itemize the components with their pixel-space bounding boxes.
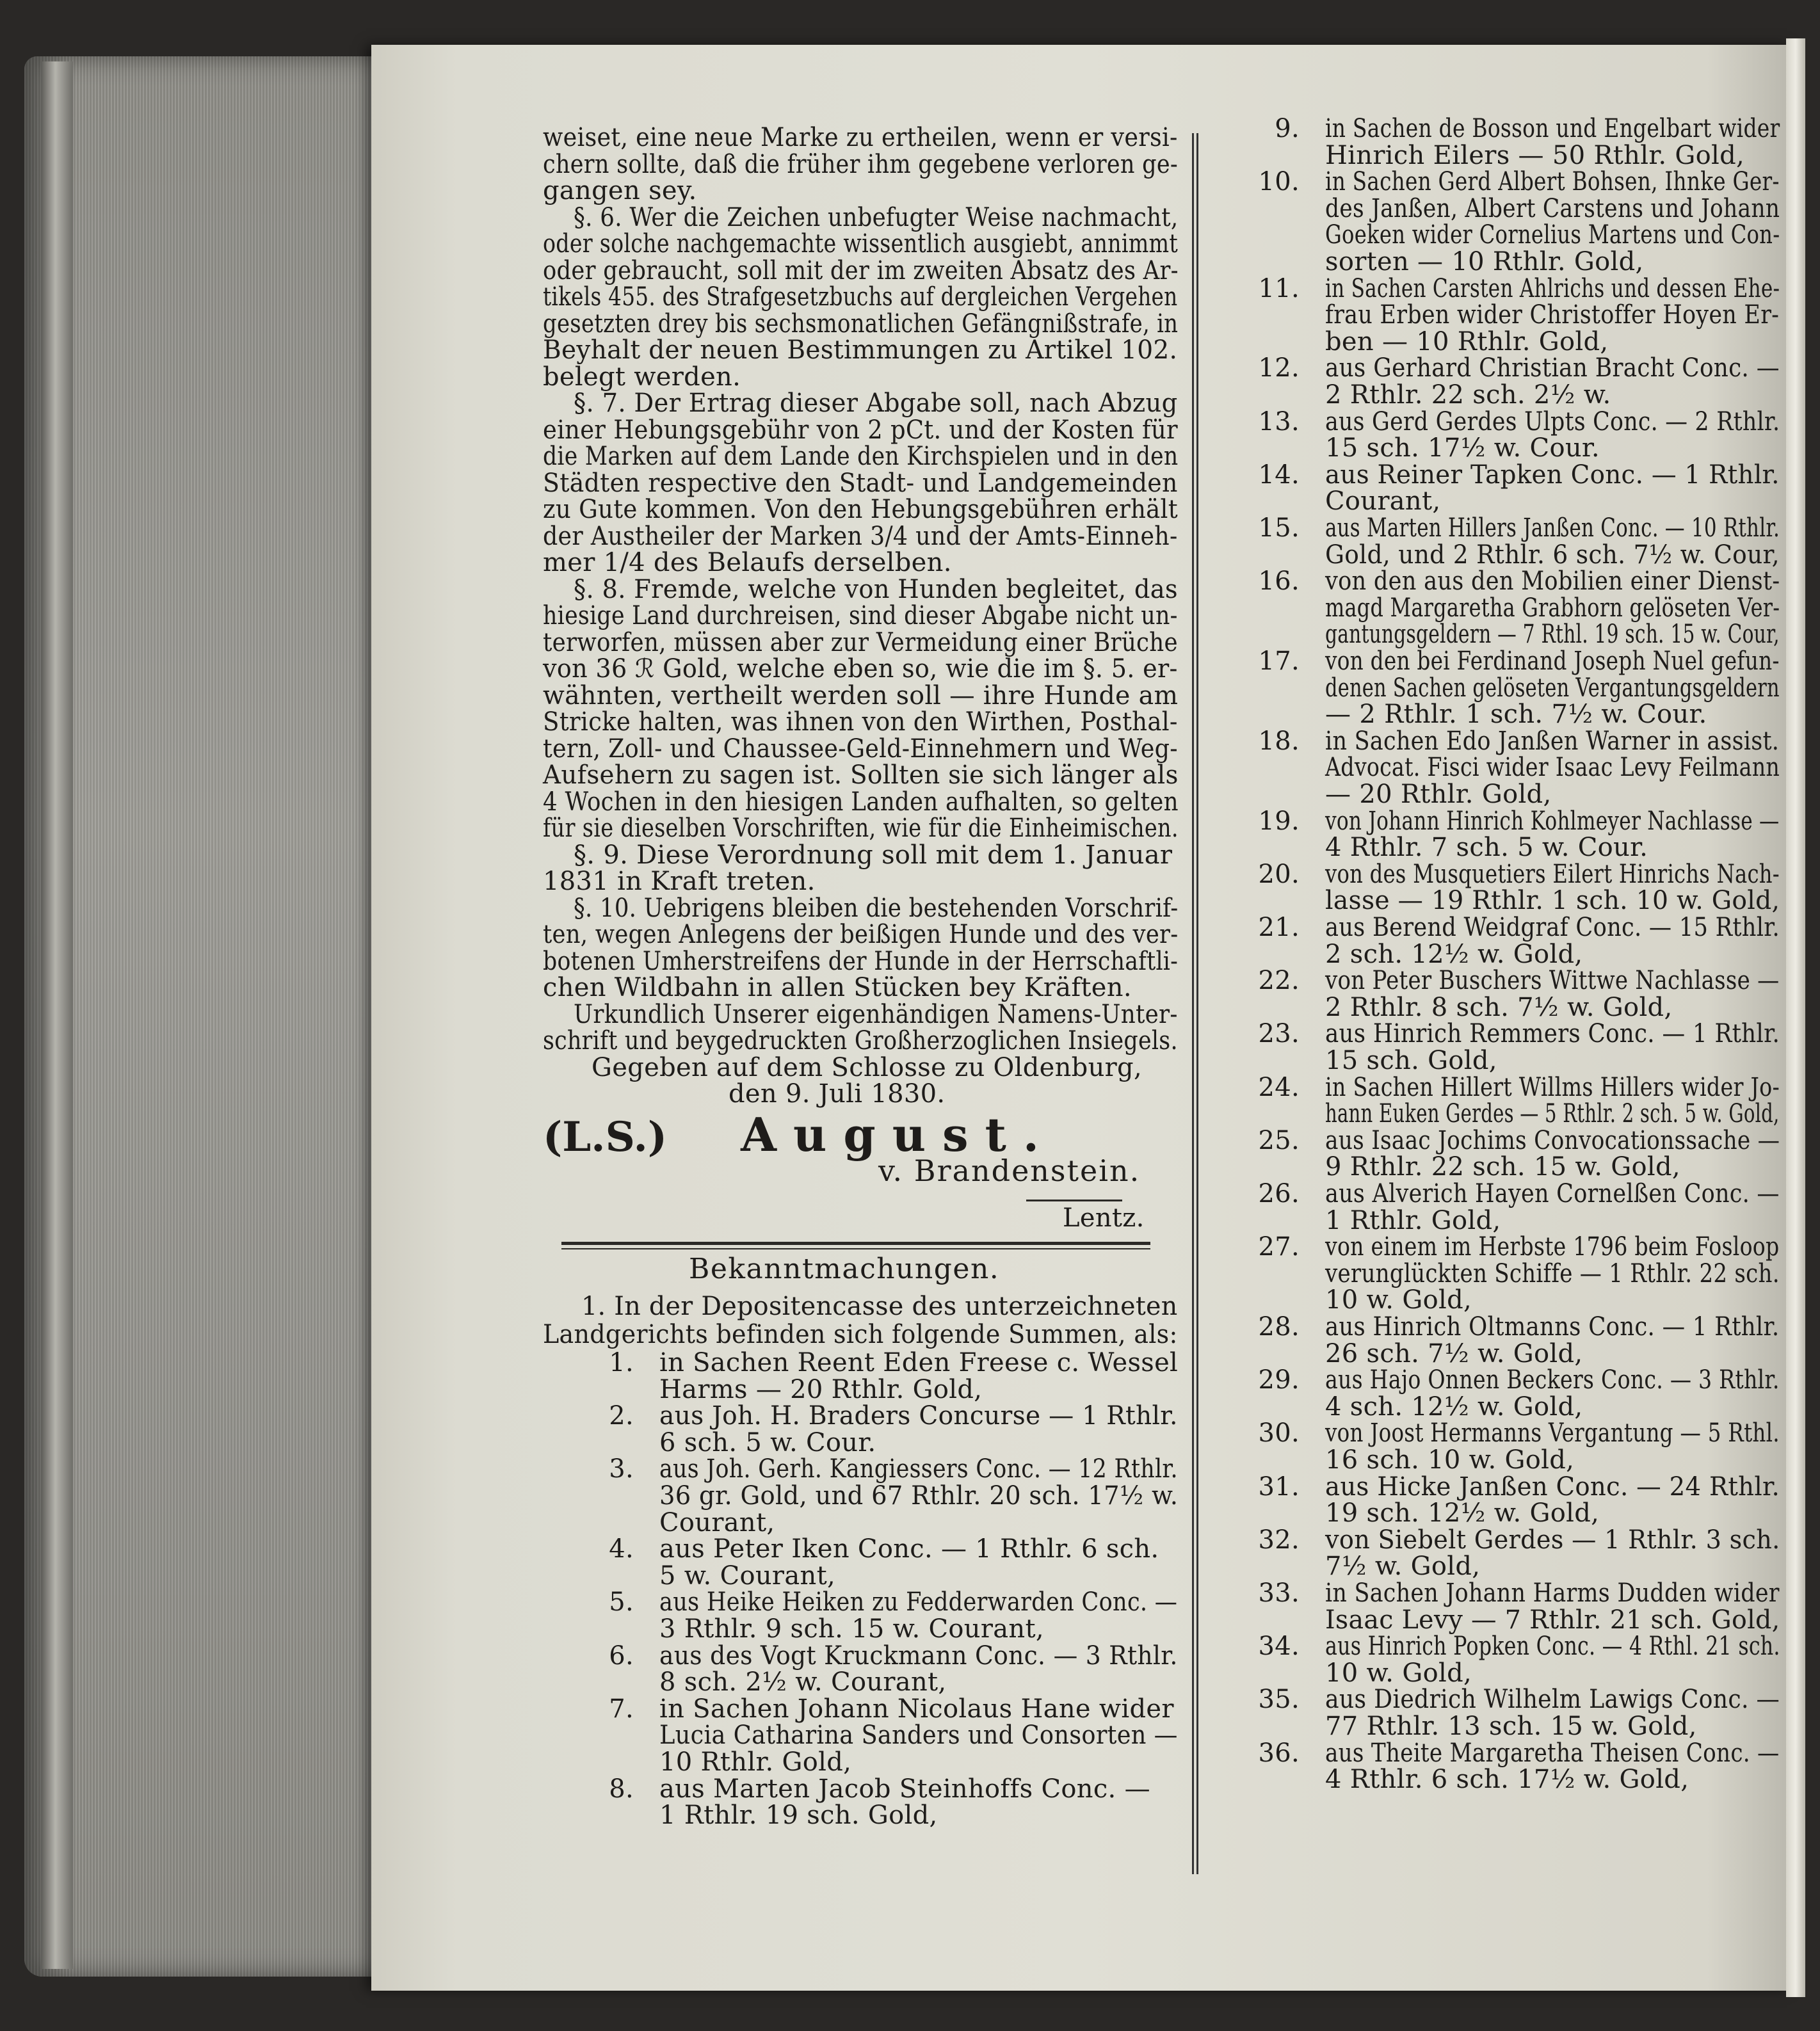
entry-text-line: Hinrich Eilers — 50 Rthlr. Gold, bbox=[1325, 140, 1745, 170]
entry-text-line: aus Theite Margaretha Theisen Conc. — bbox=[1325, 1738, 1780, 1768]
entry-text-line: in Sachen Hillert Willms Hillers wider Jo- bbox=[1325, 1072, 1780, 1102]
entry-number: 29. bbox=[1258, 1365, 1300, 1395]
body-text-line: für sie dieselben Vorschriften, wie für die Einheimischen. bbox=[543, 814, 1179, 843]
entry-number: 22. bbox=[1258, 966, 1300, 996]
seal-mark: (L.S.) bbox=[543, 1113, 668, 1161]
body-text-line: belegt werden. bbox=[543, 362, 741, 392]
body-text-line: schrift und beygedruckten Großherzoglichen Insiegels. bbox=[543, 1026, 1178, 1056]
entry-text-line: 2 sch. 12½ w. Gold, bbox=[1325, 939, 1583, 969]
entry-text-line: 26 sch. 7½ w. Gold, bbox=[1325, 1338, 1583, 1369]
entry-text-line: aus Isaac Jochims Convocationssache — bbox=[1325, 1125, 1780, 1155]
entry-text-line: Isaac Levy — 7 Rthlr. 21 sch. Gold, bbox=[1325, 1605, 1780, 1635]
entry-number: 15. bbox=[1258, 513, 1300, 543]
body-text-line: Gegeben auf dem Schlosse zu Oldenburg, bbox=[592, 1053, 1142, 1082]
entry-text-line: 15 sch. 17½ w. Cour. bbox=[1325, 433, 1600, 463]
entry-text-line: 4 Rthlr. 6 sch. 17½ w. Gold, bbox=[1325, 1765, 1689, 1795]
entry-number: 11. bbox=[1258, 273, 1300, 303]
entry-text-line: sorten — 10 Rthlr. Gold, bbox=[1325, 247, 1644, 277]
entry-text-line: von Johann Hinrich Kohlmeyer Nachlasse — bbox=[1325, 806, 1780, 836]
entry-number: 20. bbox=[1258, 859, 1300, 889]
entry-number: 12. bbox=[1258, 353, 1300, 383]
body-text-line: §. 7. Der Ertrag dieser Abgabe soll, nach Abzug bbox=[574, 389, 1178, 418]
body-text-line: der Austheiler der Marken 3/4 und der Amts-Einneh- bbox=[543, 522, 1178, 551]
body-text-line: §. 6. Wer die Zeichen unbefugter Weise nachmacht, bbox=[574, 203, 1179, 232]
entry-text-line: aus Gerd Gerdes Ulpts Conc. — 2 Rthlr. bbox=[1325, 406, 1780, 437]
entry-text-line: 10 w. Gold, bbox=[1325, 1285, 1472, 1315]
body-text-line: terworfen, müssen aber zur Vermeidung einer Brüche bbox=[543, 628, 1178, 657]
section-title: Bekanntmachungen. bbox=[689, 1253, 1000, 1285]
entry-text-line: aus Hinrich Popken Conc. — 4 Rthl. 21 sch. bbox=[1325, 1632, 1780, 1662]
body-text-line: tikels 455. des Strafgesetzbuchs auf dergleichen Vergehen bbox=[543, 282, 1178, 312]
body-text-line: tern, Zoll- und Chaussee-Geld-Einnehmern und Weg- bbox=[543, 734, 1178, 764]
entry-number: 4. bbox=[609, 1534, 634, 1564]
body-text-line: von 36 ℛ Gold, welche eben so, wie die im §. 5. er- bbox=[543, 654, 1178, 684]
entry-text-line: Harms — 20 Rthlr. Gold, bbox=[659, 1374, 983, 1404]
entry-number: 8. bbox=[609, 1774, 634, 1804]
entry-text-line: aus Heike Heiken zu Fedderwarden Conc. — bbox=[659, 1587, 1178, 1618]
entry-text-line: 19 sch. 12½ w. Gold, bbox=[1325, 1498, 1600, 1529]
entry-number: 18. bbox=[1258, 726, 1300, 756]
entry-text-line: aus Hicke Janßen Conc. — 24 Rthlr. bbox=[1325, 1472, 1780, 1502]
body-text-line: den 9. Juli 1830. bbox=[729, 1079, 946, 1109]
entry-number: 31. bbox=[1258, 1472, 1300, 1502]
entry-number: 19. bbox=[1258, 806, 1300, 836]
entry-text-line: aus des Vogt Kruckmann Conc. — 3 Rthlr. bbox=[659, 1641, 1178, 1671]
entry-text-line: frau Erben wider Christoffer Hoyen Er- bbox=[1325, 300, 1780, 330]
entry-number: 10. bbox=[1258, 167, 1300, 197]
entry-number: 5. bbox=[609, 1587, 634, 1618]
entry-number: 34. bbox=[1258, 1632, 1300, 1662]
entry-number: 17. bbox=[1258, 646, 1300, 676]
page-right-edge bbox=[1786, 38, 1805, 1997]
entry-text-line: Lucia Catharina Sanders und Consorten — bbox=[659, 1721, 1178, 1751]
entry-text-line: gantungsgeldern — 7 Rthl. 19 sch. 15 w. Cour, bbox=[1325, 620, 1780, 650]
body-text-line: gangen sey. bbox=[543, 176, 697, 205]
entry-text-line: 36 gr. Gold, und 67 Rthlr. 20 sch. 17½ w. bbox=[659, 1481, 1179, 1511]
entry-text-line: von den aus den Mobilien einer Dienst- bbox=[1325, 566, 1780, 597]
entry-text-line: 10 Rthlr. Gold, bbox=[659, 1747, 852, 1777]
body-text-line: Aufsehern zu sagen ist. Sollten sie sich länger als bbox=[543, 760, 1179, 790]
entry-text-line: in Sachen Gerd Albert Bohsen, Ihnke Ger- bbox=[1325, 167, 1780, 197]
entry-text-line: aus Joh. Gerh. Kangiessers Conc. — 12 Rthlr. bbox=[659, 1454, 1178, 1484]
entry-number: 14. bbox=[1258, 460, 1300, 490]
entry-text-line: in Sachen Reent Eden Freese c. Wessel bbox=[659, 1348, 1179, 1377]
entry-text-line: Goeken wider Cornelius Martens und Con- bbox=[1325, 220, 1780, 250]
entry-number: 30. bbox=[1258, 1418, 1300, 1449]
entry-number: 27. bbox=[1258, 1232, 1300, 1262]
book-fore-edge bbox=[24, 56, 371, 1977]
entry-number: 16. bbox=[1258, 566, 1300, 597]
entry-text-line: denen Sachen gelöseten Vergantungsgeldern bbox=[1325, 673, 1780, 703]
body-text-line: oder solche nachgemachte wissentlich ausgiebt, annimmt bbox=[543, 229, 1178, 259]
entry-text-line: in Sachen Johann Nicolaus Hane wider bbox=[659, 1694, 1174, 1724]
entry-text-line: aus Hinrich Remmers Conc. — 1 Rthlr. bbox=[1325, 1019, 1780, 1049]
body-text-line: Beyhalt der neuen Bestimmungen zu Artikel 102. bbox=[543, 335, 1178, 365]
entry-text-line: aus Hinrich Oltmanns Conc. — 1 Rthlr. bbox=[1325, 1312, 1780, 1342]
book-spine-band bbox=[41, 61, 73, 1969]
entry-text-line: Gold, und 2 Rthlr. 6 sch. 7½ w. Cour, bbox=[1325, 540, 1780, 570]
entry-text-line: in Sachen Johann Harms Dudden wider bbox=[1325, 1578, 1780, 1608]
entry-text-line: des Janßen, Albert Carstens und Johann bbox=[1325, 193, 1780, 223]
entry-text-line: Courant, bbox=[659, 1507, 775, 1537]
entry-text-line: von des Musquetiers Eilert Hinrichs Nach- bbox=[1325, 859, 1780, 889]
entry-number: 21. bbox=[1258, 913, 1300, 942]
entry-text-line: hann Euken Gerdes — 5 Rthlr. 2 sch. 5 w. Gold, bbox=[1325, 1099, 1780, 1129]
body-text-line: zu Gute kommen. Von den Hebungsgebühren erhält bbox=[543, 495, 1178, 524]
body-text-line: die Marken auf dem Lande den Kirchspielen und in den bbox=[543, 442, 1179, 471]
entry-text-line: aus Joh. H. Braders Concurse — 1 Rthlr. bbox=[659, 1401, 1178, 1431]
entry-text-line: 7½ w. Gold, bbox=[1325, 1552, 1481, 1582]
body-text-line: mer 1/4 des Belaufs derselben. bbox=[543, 548, 952, 577]
entry-text-line: — 2 Rthlr. 1 sch. 7½ w. Cour. bbox=[1325, 700, 1707, 730]
entry-text-line: 1 Rthlr. 19 sch. Gold, bbox=[659, 1801, 938, 1831]
entry-text-line: aus Berend Weidgraf Conc. — 15 Rthlr. bbox=[1325, 913, 1780, 942]
entry-text-line: 1 Rthlr. Gold, bbox=[1325, 1205, 1501, 1235]
entry-text-line: ben — 10 Rthlr. Gold, bbox=[1325, 326, 1609, 357]
body-text-line: ten, wegen Anlegens der beißigen Hunde und des ver- bbox=[543, 920, 1179, 949]
entry-text-line: 6 sch. 5 w. Cour. bbox=[659, 1427, 876, 1457]
entry-text-line: aus Peter Iken Conc. — 1 Rthlr. 6 sch. bbox=[659, 1534, 1159, 1564]
entry-text-line: 8 sch. 2½ w. Courant, bbox=[659, 1667, 947, 1698]
entry-text-line: 5 w. Courant, bbox=[659, 1561, 835, 1591]
section-rule-thin bbox=[561, 1248, 1150, 1249]
countersignature: v. Brandenstein. bbox=[878, 1153, 1141, 1188]
entry-text-line: aus Diedrich Wilhelm Lawigs Conc. — bbox=[1325, 1685, 1780, 1715]
body-text-line: 4 Wochen in den hiesigen Landen aufhalten, so gelten bbox=[543, 787, 1179, 817]
sovereign-signature: August. bbox=[741, 1107, 1056, 1162]
entry-number: 26. bbox=[1258, 1179, 1300, 1208]
entry-number: 33. bbox=[1258, 1578, 1300, 1608]
body-text-line: 1831 in Kraft treten. bbox=[543, 867, 816, 896]
entry-number: 2. bbox=[609, 1401, 634, 1431]
body-text-line: Städten respective den Stadt- und Landgemeinden bbox=[543, 469, 1178, 498]
entry-number: 7. bbox=[609, 1694, 634, 1724]
body-text-line: §. 9. Diese Verordnung soll mit dem 1. Januar bbox=[574, 840, 1173, 870]
entry-number: 24. bbox=[1258, 1072, 1300, 1102]
body-text-line: chern sollte, daß die früher ihm gegebene verloren ge- bbox=[543, 150, 1179, 179]
entry-text-line: aus Alverich Hayen Cornelßen Conc. — bbox=[1325, 1179, 1780, 1208]
entry-text-line: in Sachen de Bosson und Engelbart wider bbox=[1325, 114, 1780, 143]
clerk-signature: Lentz. bbox=[1063, 1203, 1145, 1233]
body-text-line: oder gebraucht, soll mit der im zweiten Absatz des Ar- bbox=[543, 256, 1179, 285]
entry-text-line: von Joost Hermanns Vergantung — 5 Rthl. bbox=[1325, 1418, 1780, 1449]
body-text-line: hiesige Land durchreisen, sind dieser Abgabe nicht un- bbox=[543, 601, 1178, 630]
entry-text-line: 4 Rthlr. 7 sch. 5 w. Cour. bbox=[1325, 833, 1648, 863]
body-text-line: Urkundlich Unserer eigenhändigen Namens-Unter- bbox=[574, 1000, 1178, 1029]
entry-number: 35. bbox=[1258, 1685, 1300, 1715]
entry-text-line: aus Marten Hillers Janßen Conc. — 10 Rthlr. bbox=[1325, 513, 1780, 543]
entry-text-line: aus Marten Jacob Steinhoffs Conc. — bbox=[659, 1774, 1150, 1804]
entry-number: 9. bbox=[1275, 114, 1300, 143]
entry-text-line: Advocat. Fisci wider Isaac Levy Feilmann bbox=[1325, 753, 1780, 783]
entry-number: 28. bbox=[1258, 1312, 1300, 1342]
entry-text-line: 10 w. Gold, bbox=[1325, 1658, 1472, 1688]
entry-text-line: in Sachen Edo Janßen Warner in assist. bbox=[1325, 726, 1780, 756]
body-text-line: chen Wildbahn in allen Stücken bey Kräften. bbox=[543, 973, 1132, 1002]
entry-number: 36. bbox=[1258, 1738, 1300, 1768]
entry-text-line: 16 sch. 10 w. Gold, bbox=[1325, 1445, 1575, 1475]
entry-text-line: aus Gerhard Christian Bracht Conc. — bbox=[1325, 353, 1780, 383]
body-text-line: §. 8. Fremde, welche von Hunden begleitet, das bbox=[574, 575, 1178, 604]
body-text-line: §. 10. Uebrigens bleiben die bestehenden Vorschrif- bbox=[574, 894, 1179, 923]
entry-text-line: 9 Rthlr. 22 sch. 15 w. Gold, bbox=[1325, 1152, 1680, 1182]
entry-text-line: verunglückten Schiffe — 1 Rthlr. 22 sch. bbox=[1325, 1258, 1780, 1288]
entry-number: 6. bbox=[609, 1641, 634, 1671]
entry-text-line: von den bei Ferdinand Joseph Nuel gefun- bbox=[1325, 646, 1780, 676]
entry-text-line: von Siebelt Gerdes — 1 Rthlr. 3 sch. bbox=[1325, 1525, 1780, 1555]
entry-text-line: von einem im Herbste 1796 beim Fosloop bbox=[1325, 1232, 1780, 1262]
body-text-line: Stricke halten, was ihnen von den Wirthen, Posthal- bbox=[543, 707, 1178, 737]
entry-text-line: 4 sch. 12½ w. Gold, bbox=[1325, 1392, 1583, 1422]
entry-number: 32. bbox=[1258, 1525, 1300, 1555]
section-rule bbox=[561, 1242, 1150, 1245]
entry-text-line: — 20 Rthlr. Gold, bbox=[1325, 780, 1552, 809]
body-text-line: botenen Umherstreifens der Hunde in der Herrschaftli- bbox=[543, 947, 1179, 976]
entry-text-line: 3 Rthlr. 9 sch. 15 w. Courant, bbox=[659, 1614, 1044, 1644]
entry-number: 25. bbox=[1258, 1125, 1300, 1155]
entry-number: 1. bbox=[609, 1348, 634, 1377]
body-text-line: gesetzten drey bis sechsmonatlichen Gefängnißstrafe, in bbox=[543, 309, 1179, 339]
entry-number: 3. bbox=[609, 1454, 634, 1484]
entry-text-line: magd Margaretha Grabhorn gelöseten Ver- bbox=[1325, 593, 1780, 623]
entry-number: 23. bbox=[1258, 1019, 1300, 1049]
entry-text-line: 2 Rthlr. 22 sch. 2½ w. bbox=[1325, 380, 1611, 410]
entry-text-line: in Sachen Carsten Ahlrichs und dessen Ehe- bbox=[1325, 273, 1780, 303]
entry-text-line: 15 sch. Gold, bbox=[1325, 1046, 1497, 1075]
entry-text-line: lasse — 19 Rthlr. 1 sch. 10 w. Gold, bbox=[1325, 886, 1780, 916]
body-text-line: wähnten, vertheilt werden soll — ihre Hunde am bbox=[543, 681, 1179, 710]
entry-text-line: aus Reiner Tapken Conc. — 1 Rthlr. bbox=[1325, 460, 1780, 490]
intro-line: Landgerichts befinden sich folgende Summen, als: bbox=[543, 1320, 1178, 1349]
entry-text-line: 77 Rthlr. 13 sch. 15 w. Gold, bbox=[1325, 1712, 1697, 1741]
body-text-line: weiset, eine neue Marke zu ertheilen, wenn er versi- bbox=[543, 123, 1178, 152]
entry-text-line: 2 Rthlr. 8 sch. 7½ w. Gold, bbox=[1325, 992, 1673, 1022]
column-divider-rule bbox=[1192, 133, 1198, 1874]
intro-line: 1. In der Depositencasse des unterzeichneten bbox=[581, 1292, 1178, 1321]
body-text-line: einer Hebungsgebühr von 2 pCt. und der Kosten für bbox=[543, 415, 1178, 445]
signature-rule bbox=[1026, 1200, 1122, 1201]
entry-text-line: aus Hajo Onnen Beckers Conc. — 3 Rthlr. bbox=[1325, 1365, 1780, 1395]
entry-text-line: von Peter Buschers Wittwe Nachlasse — bbox=[1325, 966, 1780, 996]
entry-number: 13. bbox=[1258, 406, 1300, 437]
entry-text-line: Courant, bbox=[1325, 486, 1441, 517]
